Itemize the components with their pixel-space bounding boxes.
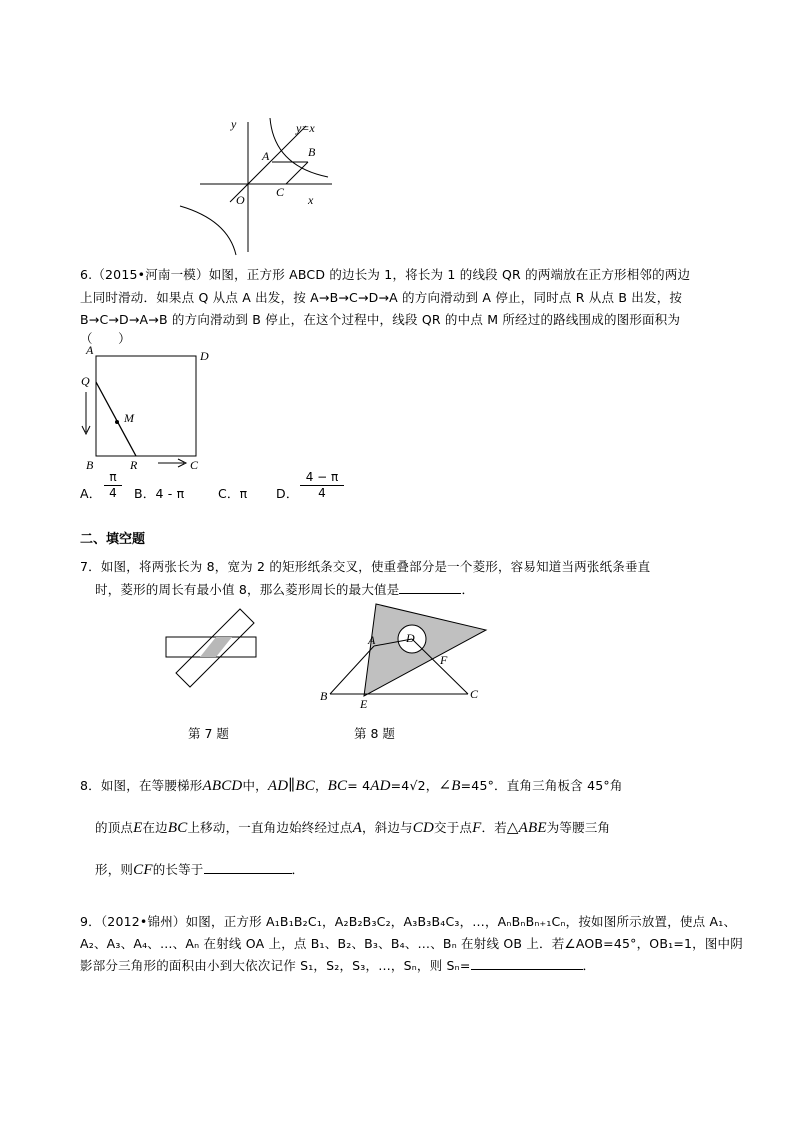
- q9-line-3-text: 影部分三角形的面积由小到大依次记作 S₁，S₂，S₃，…，Sₙ，则 Sₙ=: [80, 958, 471, 973]
- hyperbola-figure: [170, 110, 350, 260]
- label-y: y: [231, 117, 237, 131]
- q8-text: 中，: [242, 778, 268, 793]
- q8-text: 在边: [142, 820, 168, 835]
- q8-math: CF: [133, 862, 153, 878]
- q9-line-2: A₂、A₃、A₄、…、Aₙ 在射线 OA 上，点 B₁、B₂、B₃、B₄、…、Bₙ 在射线 OB 上．若∠AOB=45°，OB₁=1，图中阴: [80, 936, 743, 951]
- label-m: M: [124, 411, 134, 425]
- q8-text: 上移动，一直角边始终经过点: [187, 820, 353, 835]
- option-a-label: A．: [80, 486, 102, 501]
- label-e: E: [360, 697, 368, 711]
- q6-line-1: 6.（2015•河南一模）如图，正方形 ABCD 的边长为 1，将长为 1 的线段 QR 的两端放在正方形相邻的两边: [80, 267, 691, 282]
- label-b: B: [320, 689, 328, 703]
- q8-line-2: [95, 818, 610, 837]
- label-o: O: [236, 193, 245, 207]
- label-b: B: [86, 458, 94, 472]
- q6-bracket: （ ）: [80, 331, 131, 346]
- q9-end: ．: [582, 958, 596, 973]
- option-a-numerator: π: [109, 470, 117, 484]
- q8-math: BC: [327, 778, 348, 794]
- rhombus-overlap: [200, 637, 232, 657]
- q8-math: A: [352, 820, 362, 836]
- q8-line-3: [95, 860, 304, 879]
- q8-math: ∠B: [438, 778, 461, 794]
- q8-text: 为等腰三角: [546, 820, 611, 835]
- q8-text: 的顶点: [95, 820, 134, 835]
- square-figure: [78, 342, 218, 474]
- q8-line-1: [80, 776, 623, 795]
- q8-math: E: [133, 820, 143, 836]
- q8-math: AD∥BC: [267, 778, 315, 794]
- option-d-denominator: 4: [318, 486, 326, 500]
- label-c: C: [470, 687, 479, 701]
- q8-text: 8．如图，在等腰梯形: [80, 778, 203, 793]
- q9-line-3: [80, 956, 595, 974]
- label-x: x: [308, 193, 314, 207]
- q8-text: ，: [425, 778, 439, 793]
- q8-text: 的长等于: [152, 862, 204, 877]
- option-a-fraction: [104, 470, 122, 501]
- triangle-ruler: [364, 604, 486, 696]
- option-d-fraction: [300, 470, 344, 501]
- q8-text: ，斜边与: [361, 820, 413, 835]
- q9-answer-blank[interactable]: [471, 957, 583, 970]
- q8-text: 形，则: [95, 862, 134, 877]
- q8-text: =4√2: [390, 778, 426, 793]
- q6-line-2: 上同时滑动．如果点 Q 从点 A 出发，按 A→B→C→D→A 的方向滑动到 A 停止，同时点 R 从点 B 出发，按: [80, 290, 683, 305]
- midpoint-m: [115, 420, 119, 424]
- q8-text: = 4: [347, 778, 371, 793]
- q7-line-2: [95, 580, 474, 598]
- label-r: R: [130, 458, 138, 472]
- q8-math: F: [472, 820, 482, 836]
- label-c: C: [190, 458, 199, 472]
- option-d-numerator: 4 − π: [305, 470, 339, 484]
- option-c: C．π: [218, 486, 248, 501]
- q8-text: ．若: [481, 820, 507, 835]
- strips-figure: [160, 605, 264, 689]
- q8-text: 交于点: [434, 820, 473, 835]
- label-q: Q: [81, 374, 90, 388]
- q8-math: CD: [412, 820, 435, 836]
- label-d: D: [200, 349, 209, 363]
- q8-text: ，: [314, 778, 328, 793]
- q7-end: ．: [461, 582, 475, 597]
- option-a-denominator: 4: [109, 486, 117, 500]
- q7-line-1: 7．如图，将两张长为 8，宽为 2 的矩形纸条交叉，使重叠部分是一个菱形，容易知道当两张纸条垂直: [80, 559, 651, 574]
- label-b: B: [308, 145, 316, 159]
- label-a: A: [368, 633, 376, 647]
- q8-math: △ABE: [506, 820, 547, 836]
- label-a: A: [86, 343, 94, 357]
- square-abcd: [96, 356, 196, 456]
- trapezoid-figure: [316, 598, 496, 710]
- option-d-label: D．: [276, 486, 299, 501]
- q8-math: ABCD: [202, 778, 243, 794]
- q7-answer-blank[interactable]: [399, 581, 461, 594]
- section-heading: 二、填空题: [80, 532, 146, 547]
- label-yx: y=x: [296, 121, 315, 135]
- q8-math: AD: [370, 778, 391, 794]
- label-c: C: [276, 185, 285, 199]
- hyperbola-branch-left: [180, 206, 236, 255]
- q8-text: =45°．直角三角板含 45°角: [460, 778, 623, 793]
- label-a: A: [262, 149, 270, 163]
- label-f: F: [440, 653, 448, 667]
- option-b: B．4 - π: [134, 486, 185, 501]
- fig7-caption: 第 7 题: [188, 726, 229, 741]
- q8-end: ．: [291, 862, 305, 877]
- q7-line-2-text: 时，菱形的周长有最小值 8，那么菱形周长的最大值是: [95, 582, 400, 597]
- q6-line-3: B→C→D→A→B 的方向滑动到 B 停止，在这个过程中，线段 QR 的中点 M 所经过的路线围成的图形面积为: [80, 312, 681, 327]
- q8-answer-blank[interactable]: [204, 861, 292, 874]
- q9-line-1: 9．（2012•锦州）如图，正方形 A₁B₁B₂C₁，A₂B₂B₃C₂，A₃B₃B₄C₃，…，AₙBₙBₙ₊₁Cₙ，按如图所示放置，使点 A₁、: [80, 914, 737, 929]
- fig8-caption: 第 8 题: [354, 726, 395, 741]
- q8-math: BC: [167, 820, 188, 836]
- label-d: D: [406, 631, 415, 645]
